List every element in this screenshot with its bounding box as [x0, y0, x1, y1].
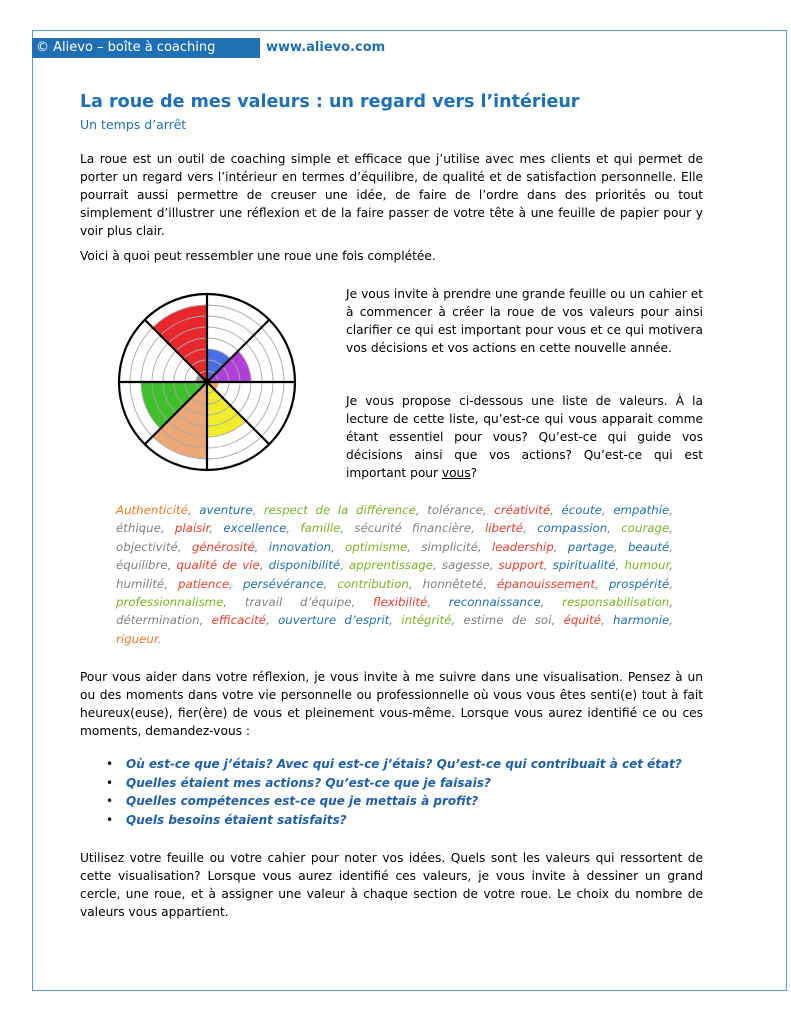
value-separator: , — [483, 576, 498, 591]
value-word: équité — [563, 613, 601, 628]
value-word: empathie — [613, 503, 670, 517]
page-title: La roue de mes valeurs : un regard vers l’intérieur — [80, 92, 580, 112]
value-word: sagesse — [441, 558, 490, 573]
value-word: excellence — [223, 521, 287, 536]
value-separator: , — [415, 503, 428, 517]
value-separator: , — [553, 539, 568, 554]
value-word: aventure — [199, 503, 253, 517]
question-item: • Quelles compétences est-ce que je mettais à profit? — [100, 792, 700, 811]
value-word: leadership — [491, 539, 554, 554]
value-word: sécurité financière — [354, 521, 471, 536]
value-separator: , — [209, 521, 224, 536]
value-separator: , — [199, 613, 212, 628]
value-separator: , — [669, 558, 674, 573]
value-separator: , — [407, 539, 422, 554]
values-wheel — [117, 292, 297, 472]
value-separator: , — [229, 576, 243, 591]
value-word: équilibre — [116, 558, 168, 573]
value-word: prospérité — [608, 576, 670, 591]
value-word: contribution — [337, 576, 409, 591]
value-word: compassion — [537, 521, 608, 536]
value-separator: , — [669, 539, 674, 554]
value-separator: , — [669, 576, 674, 591]
value-separator: , — [223, 595, 245, 610]
value-word: générosité — [191, 539, 255, 554]
value-word: patience — [178, 576, 230, 591]
value-word: harmonie — [613, 613, 670, 628]
value-separator: , — [669, 503, 674, 517]
value-separator: , — [340, 521, 355, 536]
values-list — [116, 501, 673, 648]
value-word: famille — [300, 521, 341, 536]
value-word: tolérance — [427, 503, 483, 517]
value-word: disponibilité — [268, 558, 341, 573]
value-word: humour — [624, 558, 670, 573]
value-separator: , — [543, 558, 553, 573]
value-separator: , — [323, 576, 338, 591]
value-word: intégrité — [401, 613, 452, 628]
right-paragraph-1: Je vous invite à prendre une grande feuille ou un cahier et à commencer à créer la roue de vos valeurs pour ainsi clarifier ce qui est important pour vous et ce qui motivera vos décisions et vos actions en cette nouvelle année. — [346, 287, 703, 355]
value-word: détermination — [116, 613, 200, 628]
value-separator: , — [177, 539, 192, 554]
page-subtitle: Un temps d’arrêt — [80, 117, 187, 132]
value-separator: , — [187, 503, 200, 517]
wheel-sector — [207, 382, 246, 437]
value-separator: , — [540, 595, 563, 610]
value-word: rigueur — [116, 631, 158, 646]
value-separator: , — [330, 539, 345, 554]
value-word: courage — [621, 521, 670, 536]
value-separator: , — [286, 521, 301, 536]
value-separator: , — [389, 613, 402, 628]
value-separator: , — [615, 558, 625, 573]
value-word: liberté — [485, 521, 524, 536]
right-paragraph-2-end: ? — [470, 466, 478, 480]
value-word: Authenticité — [116, 503, 188, 517]
value-separator: , — [433, 558, 442, 573]
question-item: • Quelles étaient mes actions? Qu’est-ce que je faisais? — [100, 774, 700, 793]
value-word: respect de la différence — [263, 503, 416, 517]
question-item: • Quels besoins étaient satisfaits? — [100, 811, 700, 830]
value-separator: , — [351, 595, 373, 610]
value-separator: , — [427, 595, 449, 610]
value-separator: , — [164, 576, 178, 591]
value-separator: , — [489, 558, 499, 573]
intro-paragraph: La roue est un outil de coaching simple et efficace que j’utilise avec mes clients et qui permet de porter un regard vers l’intérieur en termes d’équilibre, de qualité et de satisfaction personnelle. Elle pourrait aussi permettre de creuser une idée, de faire de l’ordre dans des priorités ou tout simplement d’illustrer une réflexion et de la faire passer de votre tête à une feuille de papier pour y voir plus clair. — [80, 152, 703, 238]
question-item: • Où est-ce que j’étais? Avec qui est-ce j’étais? Qu’est-ce qui contribuait à cet état? — [100, 755, 700, 774]
right-paragraph-2-emphasis: vous — [441, 466, 471, 480]
value-word: efficacité — [211, 613, 267, 628]
question-list — [100, 755, 700, 829]
page-header — [32, 38, 385, 58]
example-line: Voici à quoi peut ressembler une roue une fois complétée. — [80, 249, 436, 263]
value-separator: . — [157, 631, 162, 646]
value-word: ouverture d’esprit — [278, 613, 390, 628]
value-separator: , — [477, 539, 492, 554]
right-paragraph-2 — [346, 392, 703, 482]
value-separator: , — [551, 613, 564, 628]
value-word: estime de soi — [463, 613, 552, 628]
value-word: objectivité — [116, 539, 178, 554]
value-word: épanouissement — [497, 576, 595, 591]
value-separator: , — [470, 521, 485, 536]
visualisation-paragraph: Pour vous aider dans votre réflexion, je vous invite à me suivre dans une visualisation. Pensez à un ou des moments dans votre vie personnelle ou professionnelle où vous vous êtes senti(e) tout à fait heureux(euse), fier(ère) de vous et pleinement vous-même. Lorsque vous aurez identifié ce ou ces moments, demandez-vous : — [80, 670, 703, 738]
value-separator: , — [254, 539, 269, 554]
value-word: éthique — [116, 521, 161, 536]
value-word: humilité — [116, 576, 165, 591]
value-separator: , — [160, 521, 175, 536]
header-website-link[interactable]: www.alievo.com — [266, 40, 386, 55]
value-separator: , — [669, 595, 673, 610]
value-separator: , — [607, 521, 622, 536]
right-paragraph-2-text: Je vous propose ci-dessous une liste de valeurs. À la lecture de cette liste, qu’est-ce qui vous apparait comme étant essentiel pour vous? Qu’est-ce qui guide vos décisions ainsi que vos actions? Qu’est-ce qui est important pour — [346, 394, 703, 480]
value-word: professionnalisme — [116, 595, 224, 610]
value-separator: , — [266, 613, 279, 628]
header-copyright: © Alievo – boîte à coaching — [32, 38, 260, 58]
value-separator: , — [613, 539, 628, 554]
value-word: optimisme — [345, 539, 408, 554]
conclusion-paragraph: Utilisez votre feuille ou votre cahier pour noter vos idées. Quels sont les valeurs qui ressortent de cette visualisation? Lorsque vous aurez identifié ces valeurs, je vous invite à dessiner un grand cercle, une roue, et à assigner une valeur à chaque section de votre roue. Le choix du nombre de valeurs vous appartient. — [80, 851, 703, 919]
value-word: partage — [567, 539, 614, 554]
value-word: reconnaissance — [448, 595, 541, 610]
value-word: qualité de vie — [176, 558, 260, 573]
value-separator: , — [340, 558, 350, 573]
value-separator: , — [600, 613, 613, 628]
value-separator: , — [601, 503, 614, 517]
value-word: honnêteté — [422, 576, 484, 591]
value-word: travail d’équipe — [244, 595, 352, 610]
value-separator: , — [523, 521, 538, 536]
value-word: beauté — [627, 539, 670, 554]
value-word: spiritualité — [552, 558, 616, 573]
value-word: plaisir — [174, 521, 210, 536]
value-word: innovation — [268, 539, 331, 554]
value-separator: , — [167, 558, 177, 573]
value-word: écoute — [561, 503, 602, 517]
value-separator: , — [252, 503, 264, 517]
value-separator: , — [451, 613, 464, 628]
value-word: flexibilité — [372, 595, 428, 610]
value-separator: , — [550, 503, 562, 517]
value-separator: , — [669, 521, 674, 536]
value-word: support — [498, 558, 544, 573]
value-separator: , — [594, 576, 609, 591]
value-separator: , — [669, 613, 674, 628]
value-separator: , — [408, 576, 423, 591]
value-word: créativité — [494, 503, 551, 517]
value-separator: , — [482, 503, 495, 517]
value-word: simplicité — [421, 539, 478, 554]
value-separator: , — [259, 558, 269, 573]
value-word: persévérance — [242, 576, 324, 591]
value-word: responsabilisation — [562, 595, 670, 610]
value-word: apprentissage — [349, 558, 434, 573]
